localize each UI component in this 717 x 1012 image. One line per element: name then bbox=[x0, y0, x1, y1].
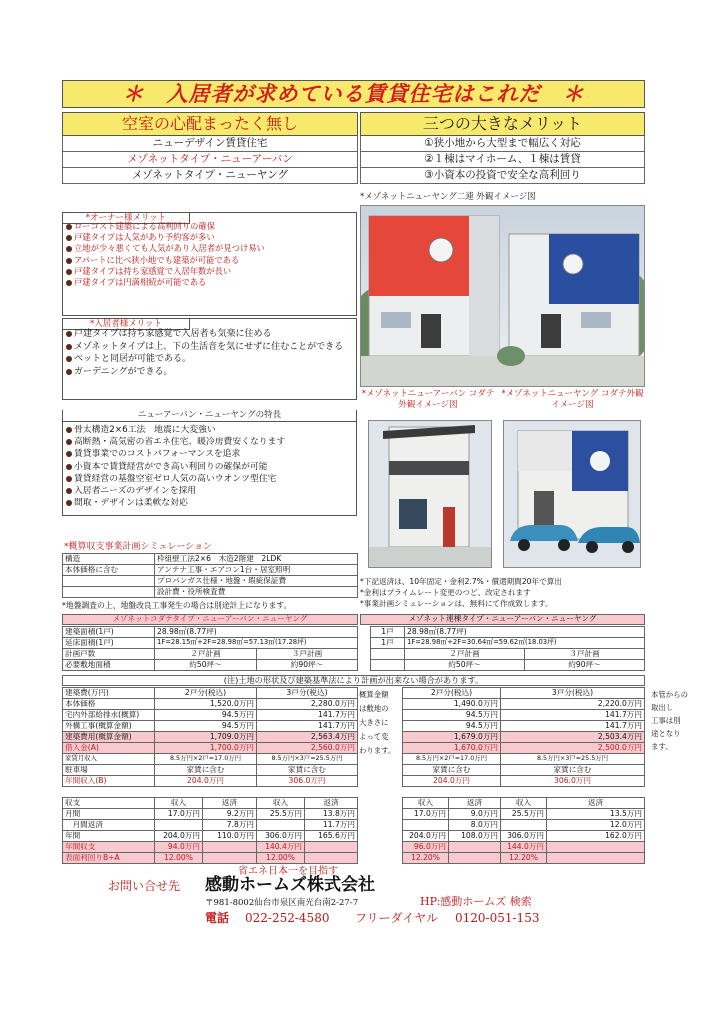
headline: ＊ 入居者が求めている賃貸住宅はこれだ ＊ bbox=[62, 80, 645, 108]
table-row: 本体価格 1,520.0万円 2,280.0万円 bbox=[63, 699, 358, 710]
merit-row: ②１棟はマイホーム、１棟は賃貸 bbox=[360, 152, 645, 168]
table-row: プロパンガス仕様・地盤・瑕疵保証費 bbox=[63, 576, 358, 587]
table-row: 宅内外部給排水(概算) 94.5万円 141.7万円 bbox=[63, 710, 358, 721]
owner-merits-title: *オーナー様メリット bbox=[62, 212, 190, 224]
list-item: 戸建タイプは持ち家感覚で入居者も気楽に住める bbox=[65, 328, 345, 341]
young-photo-caption: *メゾネットニューヤング コダテ外観イメージ図 bbox=[501, 389, 644, 410]
list-item: メゾネットタイプは上、下の生活音を気にせずに住むことができる bbox=[65, 341, 345, 354]
list-item: ペットと同居が可能である。 bbox=[65, 353, 345, 366]
young-cost-table bbox=[402, 687, 645, 787]
table-row: 本体価格に含む アンテナ工事・エアコン1台・居室照明 bbox=[63, 565, 358, 576]
list-item: 高断熱・高気密の省エネ住宅、暖冷房費安くなります bbox=[65, 436, 285, 448]
urban-balance-table bbox=[62, 797, 358, 864]
table-row: 月間 17.0万円 9.2万円 25.5万円 13.8万円 bbox=[63, 809, 358, 820]
tenant-merits-box bbox=[62, 318, 357, 400]
sim-notes: *下記返済は、10年固定・金利2.7%・償還期間20年で算出 *金利はプライムレート変更のつど、改定されます *事業計画シミュレーションは、無料にて作成致します。 bbox=[360, 577, 562, 608]
merits-list bbox=[360, 136, 645, 184]
spec-table bbox=[62, 553, 358, 598]
features-box bbox=[62, 410, 357, 516]
main-photo-caption: *メゾネットニューヤング二連 外観イメージ図 bbox=[360, 192, 536, 202]
left-title: 空室の心配まったく無し bbox=[62, 112, 358, 136]
table-row: 年間収入(B) 204.0万円 306.0万円 bbox=[63, 776, 358, 787]
table-row: 必要敷地面積 約50坪～ 約90坪～ bbox=[63, 660, 358, 671]
main-house-image bbox=[360, 205, 645, 387]
table-row: 12.20% 12.20% bbox=[403, 853, 645, 864]
young-header: メゾネット連棟タイプ・ニューアーバン・ニューヤング bbox=[360, 614, 645, 625]
table-row: 収入 返済 収入 返済 bbox=[403, 798, 645, 809]
free-dial-number[interactable]: 0120-051-153 bbox=[455, 911, 540, 925]
type-row: ニューデザイン賃貸住宅 bbox=[62, 136, 358, 152]
table-row: 17.0万円 9.0万円 25.5万円 13.5万円 bbox=[403, 809, 645, 820]
list-item: 戸建タイプは人気があり予約客が多い bbox=[65, 232, 265, 243]
list-item: 入居者ニーズのデザインを採用 bbox=[65, 485, 285, 497]
table-row: 94.5万円 141.7万円 bbox=[403, 710, 645, 721]
table-row: 外構工事(概算金額) 94.5万円 141.7万円 bbox=[63, 721, 358, 732]
table-row: 建築費(万円) 2戸分(税込) 3戸分(税込) bbox=[63, 688, 358, 699]
table-row: 収支 収入 返済 収入 返済 bbox=[63, 798, 358, 809]
footer-tagline: 省エネ日本一を目指す bbox=[238, 866, 338, 877]
table-row: 8.5万円×2戸=17.0万円 8.5万円×3戸=25.5万円 bbox=[403, 754, 645, 765]
company-name: 感動ホームズ株式会社 bbox=[205, 875, 375, 895]
table-row: 1戸 28.98㎡(8.77坪) bbox=[371, 627, 645, 638]
contact-label: お問い合せ先 bbox=[108, 879, 181, 893]
features-list bbox=[65, 424, 285, 509]
table-row: 96.0万円 144.0万円 bbox=[403, 842, 645, 853]
urban-header: メゾネットコダテタイプ・ニューアーバン・ニューヤング bbox=[62, 614, 358, 625]
tenant-merits-title: *入居者様メリット bbox=[62, 318, 190, 330]
list-item: ガーデニングができる。 bbox=[65, 366, 345, 379]
table-row: 約50坪～ 約90坪～ bbox=[371, 660, 645, 671]
list-item: 戸建タイプは円満相続が可能である bbox=[65, 277, 265, 288]
phone-label: 電話 bbox=[205, 911, 230, 925]
list-item: 賃貸経営の基盤空室ゼロ人気の高いウオンツ型住宅 bbox=[65, 473, 285, 485]
merit-row: ③小資本の投資で安全な高利回り bbox=[360, 168, 645, 184]
table-row: 表面利回りB÷A 12.00% 12.00% bbox=[63, 853, 358, 864]
table-row: 家賃に含む 家賃に含む bbox=[403, 765, 645, 776]
list-item: 立地が少々悪くても人気があり入居者が見つけ易い bbox=[65, 243, 265, 254]
urban-photo-caption: *メゾネットニューアーバン コダテ外観イメージ図 bbox=[361, 389, 495, 410]
table-row: 計画戸数 ２戸計画 ３戸計画 bbox=[63, 649, 358, 660]
table-row: 8.0万円 12.0万円 bbox=[403, 820, 645, 831]
type-row: メゾネットタイプ・ニューヤング bbox=[62, 168, 358, 184]
free-dial-label: フリーダイヤル bbox=[355, 911, 439, 925]
estimate-note: 概算金額 は敷地の 大きさに よって変 わります。 bbox=[359, 690, 396, 755]
table-row: 借入金(A) 1,700.0万円 2,560.0万円 bbox=[63, 743, 358, 754]
table-row: 建築面積(1戸) 28.98㎡(8.77坪) bbox=[63, 627, 358, 638]
owner-merits-box bbox=[62, 212, 357, 316]
features-title: ニューアーバン・ニューヤングの特長 bbox=[63, 410, 356, 422]
attention-note: (注)土地の形状及び建築基準法により計画が出来ない場合があります。 bbox=[62, 675, 645, 686]
table-row: 構造 枠組壁工法2×6 木造2階建 2LDK bbox=[63, 554, 358, 565]
young-area-table bbox=[370, 626, 645, 671]
list-item: 間取・デザインは柔軟な対応 bbox=[65, 497, 285, 509]
ground-note: *地盤調査の上、地盤改良工事発生の場合は別途計上になります。 bbox=[62, 601, 292, 610]
table-row: 1戸 1F=28.98㎡+2F=30.64㎡=59.62㎡(18.03坪) bbox=[371, 638, 645, 649]
young-balance-table bbox=[402, 797, 645, 864]
table-row: 年間収支 94.0万円 140.4万円 bbox=[63, 842, 358, 853]
table-row: 延床面積(1戸) 1F=28.15㎡+2F=28.98㎡=57.13㎡(17.28坪) bbox=[63, 638, 358, 649]
table-row: 94.5万円 141.7万円 bbox=[403, 721, 645, 732]
table-row: 建築費用(概算金額) 1,709.0万円 2,563.4万円 bbox=[63, 732, 358, 743]
list-item: 小資本で賃貸経営ができ高い利回りの確保が可能 bbox=[65, 461, 285, 473]
merit-row: ①狭小地から大型まで幅広く対応 bbox=[360, 136, 645, 152]
table-row: ２戸計画 ３戸計画 bbox=[371, 649, 645, 660]
table-row: 1,679.0万円 2,503.4万円 bbox=[403, 732, 645, 743]
homepage-search[interactable]: HP:感動ホームズ 検索 bbox=[420, 895, 532, 908]
urban-cost-table bbox=[62, 687, 358, 787]
sim-title: *概算収支事業計画シミュレーション bbox=[64, 542, 212, 552]
table-row: 駐車場 家賃に含む 家賃に含む bbox=[63, 765, 358, 776]
table-row: 1,490.0万円 2,220.0万円 bbox=[403, 699, 645, 710]
list-item: 骨太構造2×6工法 地震に大変強い bbox=[65, 424, 285, 436]
owner-merits-list bbox=[65, 221, 265, 288]
table-row: 設計費・役所検査費 bbox=[63, 587, 358, 598]
urban-area-table bbox=[62, 626, 358, 671]
table-row: 204.0万円 108.0万円 306.0万円 162.0万円 bbox=[403, 831, 645, 842]
right-title: 三つの大きなメリット bbox=[360, 112, 645, 136]
urban-house-image bbox=[368, 420, 492, 568]
type-row: メゾネットタイプ・ニューアーバン bbox=[62, 152, 358, 168]
table-row: 月間返済 7.8万円 11.7万円 bbox=[63, 820, 358, 831]
list-item: 賃貸事業でのコストパフォーマンスを追求 bbox=[65, 448, 285, 460]
piping-note: 本管からの 取出し 工事は別 途となり ます。 bbox=[651, 690, 688, 751]
tenant-merits-list bbox=[65, 328, 345, 378]
young-house-image bbox=[503, 420, 641, 568]
list-item: ローコスト建築による高利回りの確保 bbox=[65, 221, 265, 232]
company-address: 〒981-8002仙台市泉区南光台南2-27-7 bbox=[205, 898, 359, 908]
table-row: 2戸分(税込) 3戸分(税込) bbox=[403, 688, 645, 699]
table-row: 204.0万円 306.0万円 bbox=[403, 776, 645, 787]
list-item: アパートに比べ狭小地でも建築が可能である bbox=[65, 255, 265, 266]
phone-number[interactable]: 022-252-4580 bbox=[245, 911, 330, 925]
types-list bbox=[62, 136, 358, 184]
table-row: 年間 204.0万円 110.0万円 306.0万円 165.6万円 bbox=[63, 831, 358, 842]
table-row: 1,670.0万円 2,500.0万円 bbox=[403, 743, 645, 754]
table-row: 家賃月収入 8.5万円×2戸=17.0万円 8.5万円×3戸=25.5万円 bbox=[63, 754, 358, 765]
list-item: 戸建タイプは持ち家感覚で入居年数が長い bbox=[65, 266, 265, 277]
